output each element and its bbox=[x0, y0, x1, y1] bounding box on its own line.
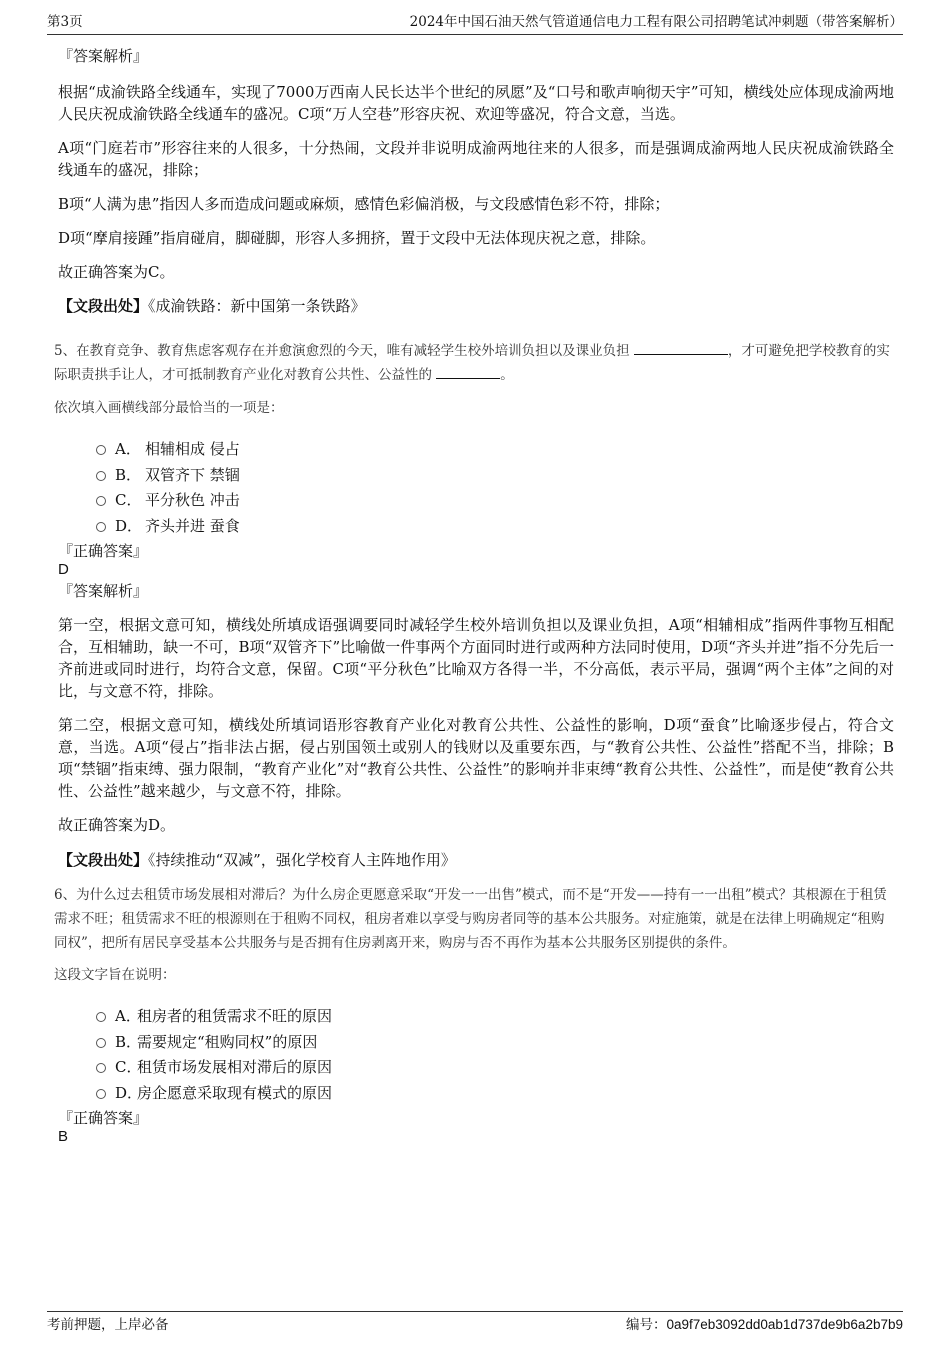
blank-line bbox=[634, 340, 728, 355]
q5-analysis-paragraph: 第一空，根据文意可知，横线处所填成语强调要同时减轻学生校外培训负担以及课业负担，A项“相辅相成”指两件事物互相配合，互相辅助，缺一不可，B项“双管齐下”比喻做一件事两个方面同时进行或两种方法同时使用，D项“齐头并进”指不分先后一齐前进或同时进行，均符合文意，保留。C项“平分秋色”比喻双方各得一半，不分高低，表示平局，强调“两个主体”之间的对比，与文意不符，排除。 bbox=[58, 616, 894, 700]
q4-analysis-paragraph: 根据“成渝铁路全线通车，实现了7000万西南人民长达半个世纪的夙愿”及“口号和歌声响彻天宇”可知，横线处应体现成渝两地人民庆祝成渝铁路全线通车的盛况。C项“万人空巷”形容庆祝、欢迎等盛况，符合文意，当选。 bbox=[58, 83, 894, 123]
q5-answer: D bbox=[58, 561, 69, 578]
q6-option-b[interactable]: B．需要规定“租购同权”的原因 bbox=[96, 1030, 894, 1056]
q5-option-b[interactable]: B． 双管齐下 禁锢 bbox=[96, 463, 894, 489]
q5-options bbox=[96, 437, 894, 539]
radio-button[interactable] bbox=[96, 445, 106, 455]
q5-analysis-paragraph: 第二空，根据文意可知，横线处所填词语形容教育产业化对教育公共性、公益性的影响，D项“蚕食”比喻逐步侵占，符合文意，当选。A项“侵占”指非法占据，侵占别国领土或别人的钱财以及重要东西，与“教育公共性、公益性”搭配不当，排除；B项“禁锢”指束缚、强力限制，“教育产业化”对“教育公共性、公益性”的影响并非束缚“教育公共性、公益性”，而是使“教育公共性、公益性”越来越少，与文意不符，排除。 bbox=[58, 716, 894, 800]
q5-answer-label: 『正确答案』 bbox=[58, 542, 149, 560]
page-footer bbox=[47, 1311, 903, 1336]
q5-option-a[interactable]: A． 相辅相成 侵占 bbox=[96, 437, 894, 463]
q6-option-d[interactable]: D．房企愿意采取现有模式的原因 bbox=[96, 1081, 894, 1107]
radio-button[interactable] bbox=[96, 1089, 106, 1099]
q6-option-c[interactable]: C．租赁市场发展相对滞后的原因 bbox=[96, 1055, 894, 1081]
q5-option-d[interactable]: D． 齐头并进 蚕食 bbox=[96, 514, 894, 540]
q5-source bbox=[58, 849, 894, 871]
radio-button[interactable] bbox=[96, 1063, 106, 1073]
q4-conclusion: 故正确答案为C。 bbox=[58, 263, 175, 281]
q6-option-a[interactable]: A．租房者的租赁需求不旺的原因 bbox=[96, 1004, 894, 1030]
page-content bbox=[54, 46, 894, 1146]
q4-analysis-paragraph: D项“摩肩接踵”指肩碰肩，脚碰脚，形容人多拥挤，置于文段中无法体现庆祝之意，排除。 bbox=[58, 229, 656, 247]
q5-option-c[interactable]: C． 平分秋色 冲击 bbox=[96, 488, 894, 514]
footer-slogan: 考前押题，上岸必备 bbox=[47, 1317, 169, 1333]
q5-analysis-label: 『答案解析』 bbox=[58, 582, 149, 600]
q4-analysis-label: 『答案解析』 bbox=[58, 47, 149, 65]
radio-button[interactable] bbox=[96, 496, 106, 506]
q6-options bbox=[96, 1004, 894, 1106]
q6-question-text: 6、为什么过去租赁市场发展相对滞后？为什么房企更愿意采取“开发一一出售”模式，而不是“开发——持有一一出租”模式？其根源在于租赁需求不旺；租赁需求不旺的根源则在于租购不同权，租房者难以享受与购房者同等的基本公共服务。对症施策，就是在法律上明确规定“租购同权”，把所有居民享受基本公共服务与是否拥有住房剥离开来，购房与否不再作为基本公共服务区别提供的条件。 bbox=[54, 887, 887, 951]
radio-button[interactable] bbox=[96, 522, 106, 532]
q4-analysis-paragraph: B项“人满为患”指因人多而造成问题或麻烦，感情色彩偏消极，与文段感情色彩不符，排除； bbox=[58, 195, 670, 213]
source-label: 【文段出处】 bbox=[58, 851, 149, 869]
page-header bbox=[47, 12, 903, 35]
radio-button[interactable] bbox=[96, 1038, 106, 1048]
page-number: 第3页 bbox=[47, 14, 83, 30]
document-title: 2024年中国石油天然气管道通信电力工程有限公司招聘笔试冲刺题（带答案解析） bbox=[409, 14, 903, 30]
q5-conclusion: 故正确答案为D。 bbox=[58, 816, 176, 834]
source-label: 【文段出处】 bbox=[58, 297, 149, 315]
source-title: 《持续推动“双减”，强化学校育人主阵地作用》 bbox=[148, 851, 456, 869]
q6-prompt: 这段文字旨在说明： bbox=[54, 967, 176, 983]
document-code: 编号：0a9f7eb3092dd0ab1d737de9b6a2b7b9 bbox=[625, 1317, 903, 1333]
q6-answer-label: 『正确答案』 bbox=[58, 1109, 149, 1127]
q4-analysis-paragraph: A项“门庭若市”形容往来的人很多，十分热闹，文段并非说明成渝两地往来的人很多，而是强调成渝两地人民庆祝成渝铁路全线通车的盛况，排除； bbox=[58, 139, 894, 179]
q4-source bbox=[58, 295, 894, 317]
blank-line bbox=[436, 364, 500, 379]
radio-button[interactable] bbox=[96, 471, 106, 481]
source-title: 《成渝铁路：新中国第一条铁路》 bbox=[148, 297, 366, 315]
q5-question-text: 5、在教育竞争、教育焦虑客观存在并愈演愈烈的今天，唯有减轻学生校外培训负担以及课业负担 ，才可避免把学校教育的实际职责拱手让人，才可抵制教育产业化对教育公共性、公益性的 。 bbox=[54, 339, 894, 387]
q5-prompt: 依次填入画横线部分最恰当的一项是： bbox=[54, 400, 284, 416]
q6-answer: B bbox=[58, 1128, 69, 1145]
radio-button[interactable] bbox=[96, 1012, 106, 1022]
